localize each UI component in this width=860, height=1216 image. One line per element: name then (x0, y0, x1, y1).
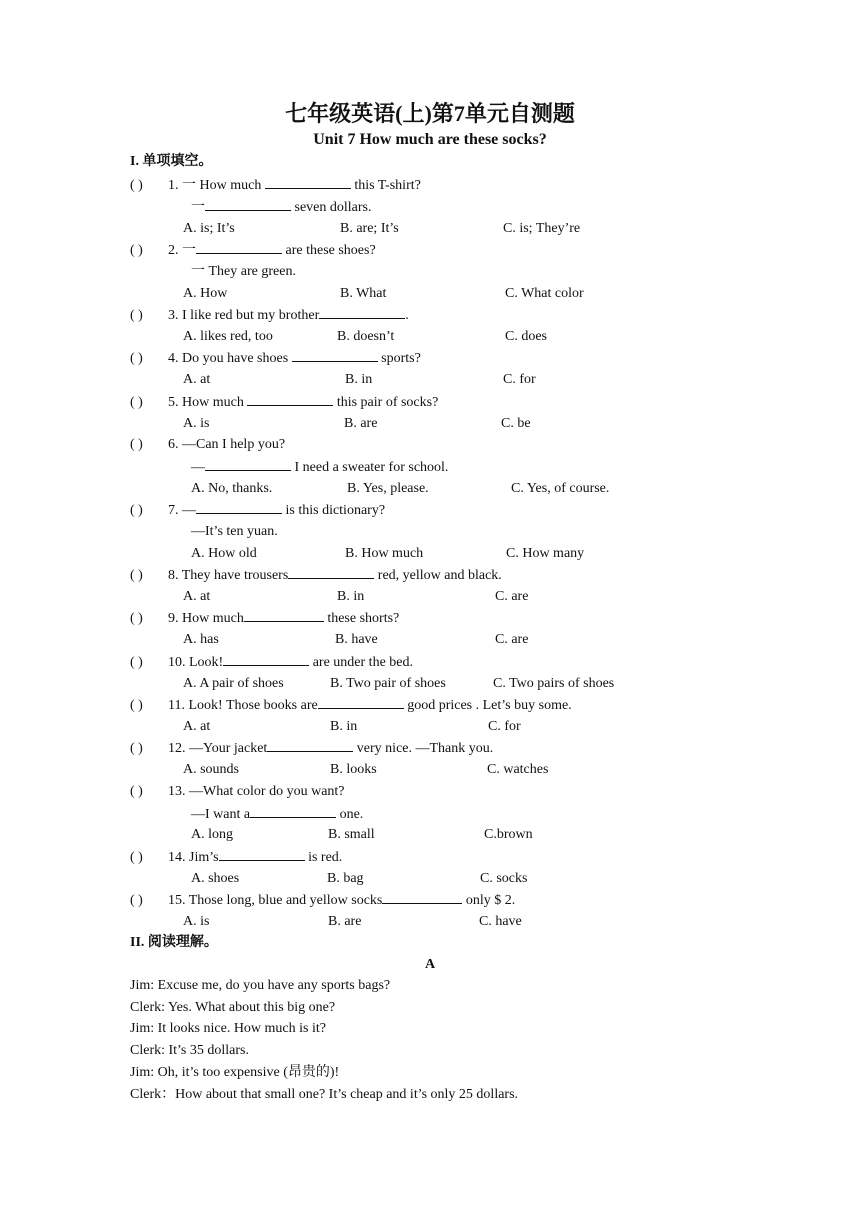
question-text: Do you have shoes (182, 351, 292, 366)
question-text: —I want a (191, 807, 251, 822)
option-b[interactable]: B. are (344, 416, 378, 431)
answer-parentheses[interactable]: ( ) (130, 893, 143, 908)
answer-parentheses[interactable]: ( ) (130, 568, 143, 583)
question-text: only $ 2. (462, 893, 516, 908)
option-c[interactable]: C. How many (506, 546, 585, 561)
option-c[interactable]: C. for (503, 372, 536, 387)
dialogue-line: Jim: Excuse me, do you have any sports bags? (130, 978, 391, 993)
question-text: 一 (191, 200, 205, 215)
question-text: Jim’s (189, 850, 219, 865)
question-response-line (191, 458, 448, 477)
question-response-line (191, 263, 296, 281)
dialogue-line: Clerk: Yes. What about this big one? (130, 1000, 336, 1015)
option-b[interactable]: B. small (328, 827, 375, 842)
answer-parentheses[interactable]: ( ) (130, 784, 143, 799)
question-stem (130, 609, 399, 628)
answer-parentheses[interactable]: ( ) (130, 308, 143, 323)
question-stem (130, 501, 385, 520)
answer-blank[interactable] (223, 653, 309, 666)
option-a[interactable]: A. is (183, 416, 210, 431)
question-number: 14. (168, 850, 189, 865)
question-number: 1. (168, 178, 182, 193)
question-stem (130, 696, 572, 715)
option-b[interactable]: B. are; It’s (340, 221, 399, 236)
question-stem (130, 176, 421, 195)
option-c[interactable]: C. What color (505, 286, 584, 301)
question-number: 13. (168, 784, 189, 799)
question-number: 3. (168, 308, 182, 323)
option-a[interactable]: A. is; It’s (183, 221, 235, 236)
page-subtitle: Unit 7 How much are these socks? (313, 131, 547, 148)
question-text: How much (182, 611, 244, 626)
option-a[interactable]: A. is (183, 914, 210, 929)
answer-blank[interactable] (205, 458, 291, 471)
question-text: I need a sweater for school. (291, 460, 449, 475)
question-stem (130, 349, 421, 368)
option-b[interactable]: B. How much (345, 546, 424, 561)
question-text: . (405, 308, 409, 323)
answer-blank[interactable] (267, 739, 353, 752)
question-stem (130, 783, 345, 801)
option-a[interactable]: A. has (183, 632, 219, 647)
question-number: 4. (168, 351, 182, 366)
question-text: this T-shirt? (350, 178, 421, 193)
dialogue-line: Jim: It looks nice. How much is it? (130, 1021, 326, 1036)
answer-blank[interactable] (250, 805, 336, 818)
question-number: 15. (168, 893, 189, 908)
answer-blank[interactable] (247, 393, 333, 406)
question-number: 10. (168, 655, 189, 670)
question-stem (130, 891, 515, 910)
question-text: — (182, 503, 196, 518)
answer-parentheses[interactable]: ( ) (130, 503, 143, 518)
question-text: —Your jacket (189, 741, 268, 756)
question-text: these shorts? (323, 611, 400, 626)
question-number: 11. (168, 698, 189, 713)
question-number: 7. (168, 503, 182, 518)
dialogue-line: Clerk: It’s 35 dollars. (130, 1043, 249, 1058)
option-a[interactable]: A. at (183, 372, 211, 387)
question-stem (130, 306, 409, 325)
question-number: 5. (168, 395, 182, 410)
question-number: 2. (168, 243, 182, 258)
question-text: How much (182, 395, 248, 410)
answer-parentheses[interactable]: ( ) (130, 741, 143, 756)
question-text: sports? (377, 351, 421, 366)
question-stem (130, 566, 502, 585)
question-stem (130, 653, 413, 672)
option-b[interactable]: B. in (330, 719, 358, 734)
option-c[interactable]: C. watches (487, 762, 549, 777)
answer-blank[interactable] (288, 566, 374, 579)
answer-parentheses[interactable]: ( ) (130, 243, 143, 258)
question-text: one. (336, 807, 364, 822)
question-text: seven dollars. (291, 200, 372, 215)
answer-blank[interactable] (318, 696, 404, 709)
option-b[interactable]: B. Yes, please. (347, 481, 429, 496)
question-text: —It’s ten yuan. (191, 524, 278, 539)
section-heading-multiple-choice: I. 单项填空。 (130, 154, 213, 169)
option-b[interactable]: B. are (328, 914, 362, 929)
question-text: They have trousers (181, 568, 289, 583)
option-c[interactable]: C. have (479, 914, 522, 929)
question-text: is this dictionary? (282, 503, 386, 518)
option-a[interactable]: A. shoes (191, 871, 240, 886)
question-number: 9. (168, 611, 182, 626)
option-c[interactable]: C. are (495, 632, 529, 647)
question-text: I like red but my brother (182, 308, 320, 323)
answer-parentheses[interactable]: ( ) (130, 437, 143, 452)
option-a[interactable]: A. likes red, too (183, 329, 273, 344)
option-c[interactable]: C. is; They’re (503, 221, 581, 236)
question-text: —What color do you want? (189, 784, 345, 799)
option-b[interactable]: B. Two pair of shoes (330, 676, 446, 691)
question-text: 一 How much (182, 178, 265, 193)
question-text: 一 They are green. (191, 264, 296, 279)
answer-parentheses[interactable]: ( ) (130, 698, 143, 713)
question-number: 6. (168, 437, 182, 452)
option-b[interactable]: B. in (337, 589, 365, 604)
option-b[interactable]: B. doesn’t (337, 329, 395, 344)
answer-blank[interactable] (382, 891, 462, 904)
answer-blank[interactable] (244, 609, 324, 622)
option-c[interactable]: C. Two pairs of shoes (493, 676, 615, 691)
option-b[interactable]: B. have (335, 632, 378, 647)
dialogue-line: Clerk：How about that small one? It’s cheap and it’s only 25 dollars. (130, 1087, 519, 1102)
question-text: — (191, 460, 205, 475)
question-text: red, yellow and black. (374, 568, 502, 583)
answer-parentheses[interactable]: ( ) (130, 850, 143, 865)
answer-blank[interactable] (319, 306, 405, 319)
question-stem (130, 241, 376, 260)
answer-parentheses[interactable]: ( ) (130, 351, 143, 366)
option-a[interactable]: A. How (183, 286, 228, 301)
question-text: are these shoes? (282, 243, 376, 258)
option-c[interactable]: C. for (488, 719, 521, 734)
option-a[interactable]: A. long (191, 827, 233, 842)
question-response-line (191, 198, 371, 217)
answer-blank[interactable] (196, 241, 282, 254)
option-a[interactable]: A. How old (191, 546, 257, 561)
question-stem (130, 739, 493, 758)
option-a[interactable]: A. at (183, 719, 211, 734)
question-number: 8. (168, 568, 182, 583)
question-response-line (191, 523, 278, 541)
question-number: 12. (168, 741, 189, 756)
option-c[interactable]: C. does (505, 329, 547, 344)
option-a[interactable]: A. sounds (183, 762, 240, 777)
question-text: very nice. —Thank you. (353, 741, 494, 756)
question-text: good prices . Let’s buy some. (403, 698, 572, 713)
answer-blank[interactable] (219, 848, 305, 861)
question-text: —Can I help you? (182, 437, 286, 452)
question-response-line (191, 805, 363, 824)
section-heading-reading: II. 阅读理解。 (130, 935, 218, 950)
option-a[interactable]: A. A pair of shoes (183, 676, 284, 691)
question-text: 一 (182, 243, 196, 258)
option-a[interactable]: A. at (183, 589, 211, 604)
question-text: is red. (304, 850, 343, 865)
answer-blank[interactable] (265, 176, 351, 189)
page-title: 七年级英语(上)第7单元自测题 (285, 101, 575, 126)
option-b[interactable]: B. looks (330, 762, 377, 777)
question-stem (130, 848, 342, 867)
question-text: this pair of socks? (333, 395, 439, 410)
option-c[interactable]: C. socks (480, 871, 528, 886)
answer-parentheses[interactable]: ( ) (130, 395, 143, 410)
option-a[interactable]: A. No, thanks. (191, 481, 273, 496)
question-stem (130, 393, 438, 412)
option-b[interactable]: B. What (340, 286, 387, 301)
answer-blank[interactable] (292, 349, 378, 362)
option-c[interactable]: C. are (495, 589, 529, 604)
question-text: Look! Those books are (188, 698, 318, 713)
question-stem (130, 436, 285, 454)
option-b[interactable]: B. in (345, 372, 373, 387)
dialogue-line: Jim: Oh, it’s too expensive (昂贵的)! (130, 1065, 340, 1080)
passage-label: A (424, 957, 436, 972)
answer-parentheses[interactable]: ( ) (130, 178, 143, 193)
answer-parentheses[interactable]: ( ) (130, 655, 143, 670)
option-c[interactable]: C.brown (484, 827, 533, 842)
answer-blank[interactable] (196, 501, 282, 514)
option-c[interactable]: C. be (501, 416, 531, 431)
question-text: are under the bed. (309, 655, 414, 670)
question-text: Those long, blue and yellow socks (188, 893, 383, 908)
answer-blank[interactable] (205, 198, 291, 211)
option-b[interactable]: B. bag (327, 871, 364, 886)
question-text: Look! (189, 655, 224, 670)
option-c[interactable]: C. Yes, of course. (511, 481, 610, 496)
answer-parentheses[interactable]: ( ) (130, 611, 143, 626)
